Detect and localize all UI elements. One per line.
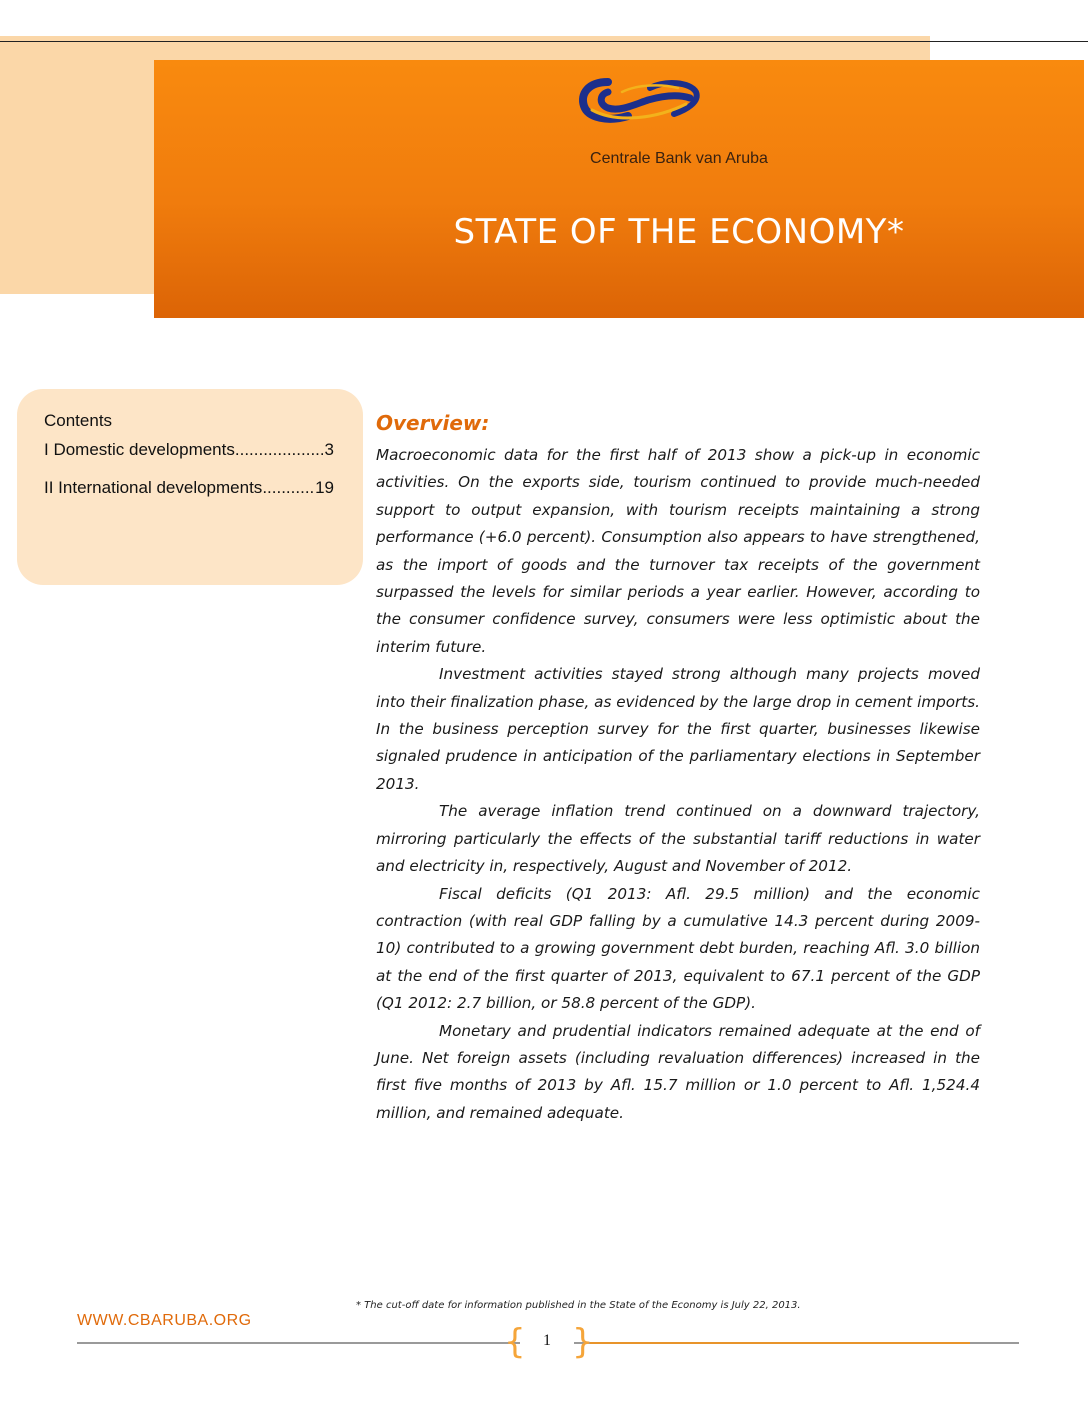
toc-item-label: II International developments [44,478,263,497]
page-number: 1 [543,1332,551,1349]
cba-logo-icon [578,74,706,126]
footer-rule-accent [590,1342,970,1344]
right-brace-icon: } [572,1322,594,1362]
contents-heading: Contents [44,411,113,430]
left-brace-icon: { [504,1322,526,1362]
overview-heading: Overview: [376,411,490,435]
overview-paragraph: Investment activities stayed strong although many projects moved into their finalization phase, as evidenced by the large drop in cement imports. In the business perception survey for the first quarter, businesses likewise signaled prudence in anticipation of the parliamentary elections in September 2013. [376,665,980,793]
toc-item-page: 19 [315,478,334,497]
toc-item-international[interactable] [44,478,334,498]
footnote: * The cut-off date for information published in the State of the Economy is July 22, 2013. [356,1300,801,1311]
overview-paragraph: Monetary and prudential indicators remained adequate at the end of June. Net foreign assets (including revaluation differences) increased in the first five months of 2013 by Afl. 15.7 million or 1.0 percent to Afl. 1,524.4 million, and remained adequate. [376,1021,980,1122]
top-rule [0,41,1088,42]
toc-item-label: I Domestic developments [44,440,235,459]
website-link[interactable]: WWW.CBARUBA.ORG [77,1312,252,1329]
toc-item-domestic[interactable] [44,440,334,460]
toc-item-page: 3 [324,440,334,459]
overview-paragraph: Macroeconomic data for the first half of 2013 show a pick-up in economic activities. On the exports side, tourism continued to provide much-needed support to output expansion, with tourism receipts maintaining a strong performance (+6.0 percent). Consumption also appears to have strengthened, as the import of goods and the turnover tax receipts of the government surpassed the levels for similar periods a year earlier. However, according to the consumer confidence survey, consumers were less optimistic about the interim future. [376,446,980,656]
toc-leader-dots [235,440,323,460]
overview-paragraph: Fiscal deficits (Q1 2013: Afl. 29.5 million) and the economic contraction (with real GDP falling by a cumulative 14.3 percent during 2009-10) contributed to a growing government debt burden, reaching Afl. 3.0 billion at the end of the first quarter of 2013, equivalent to 67.1 percent of the GDP (Q1 2012: 2.7 billion, or 58.8 percent of the GDP). [376,884,980,1013]
overview-paragraph: The average inflation trend continued on a downward trajectory, mirroring particularly the effects of the substantial tariff reductions in water and electricity in, respectively, August and November of 2012. [376,802,980,876]
overview-body [376,442,980,1127]
toc-leader-dots [262,478,313,498]
bank-name: Centrale Bank van Aruba [590,150,768,167]
document-title: STATE OF THE ECONOMY* [453,212,905,252]
